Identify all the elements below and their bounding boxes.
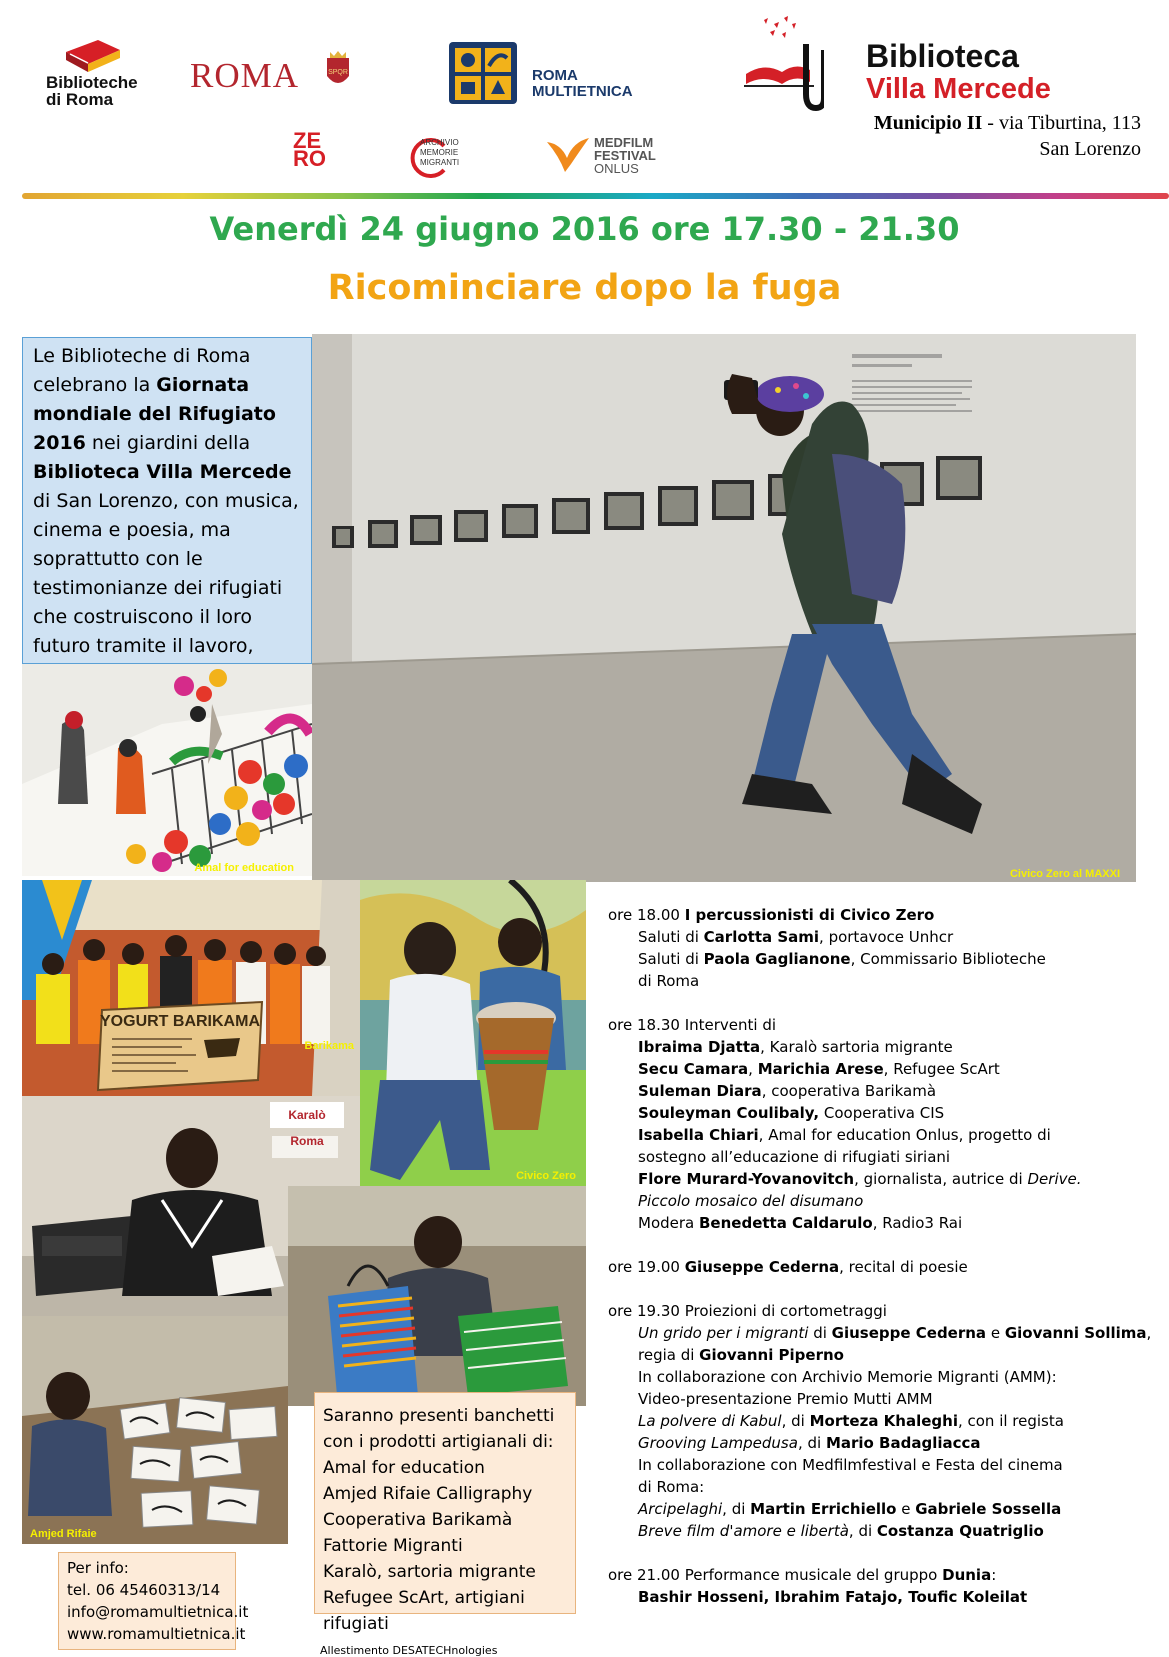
band-name: Dunia	[942, 1566, 992, 1584]
author-name: Giovanni Piperno	[699, 1346, 844, 1364]
intro-text: Le Biblioteche di Roma celebrano la	[33, 345, 251, 396]
photographer-illustration	[312, 334, 1136, 882]
karalo-logo: Karalò Roma	[270, 1102, 344, 1128]
program-title: I percussionisti di Civico Zero	[684, 906, 935, 924]
intro-highlight: Giornata mondiale del Rifugiato 2016	[33, 374, 276, 454]
venue-name-line2: Villa Mercede	[866, 73, 1051, 105]
event-program	[608, 904, 1152, 1630]
program-text: , portavoce Unhcr	[819, 928, 954, 946]
program-text: , cooperativa Barikamà	[761, 1082, 937, 1100]
info-email[interactable]: info@romamultietnica.it	[67, 1603, 249, 1621]
program-text: , Refugee ScArt	[883, 1060, 1000, 1078]
film-title: La polvere di Kabul	[638, 1412, 782, 1430]
program-text: e	[986, 1324, 1005, 1342]
program-block	[608, 1014, 1148, 1234]
author-name: Giuseppe Cederna	[831, 1324, 987, 1342]
program-time: ore 19.00	[608, 1258, 685, 1276]
author-name: Giovanni Sollima	[1004, 1324, 1147, 1342]
info-website[interactable]: www.romamultietnica.it	[67, 1625, 246, 1643]
program-text: , di	[797, 1434, 826, 1452]
roma-multietnica-icon	[447, 40, 519, 106]
logo-text-line: di Roma	[46, 90, 114, 109]
program-text: Saluti di	[638, 950, 704, 968]
logo-text-line: FESTIVAL	[594, 148, 656, 163]
photo-caption-balloons: Amal for education	[194, 862, 294, 874]
program-text: sostegno all’educazione di rifugiati siriani	[638, 1148, 951, 1166]
stall-item: Karalò, sartoria migrante	[323, 1562, 536, 1582]
venue-name-line1: Biblioteca	[866, 38, 1019, 74]
program-text: , Radio3 Rai	[872, 1214, 963, 1232]
film-title: Arcipelaghi	[638, 1500, 723, 1518]
film-title: Breve film d'amore e libertà	[638, 1522, 849, 1540]
band-members: Bashir Hosseni, Ibrahim Fatajo, Toufic Koleilat	[638, 1588, 1028, 1606]
program-text: , Commissario Biblioteche	[850, 950, 1046, 968]
photo-civico-zero	[360, 880, 586, 1186]
stall-item: Fattorie Migranti	[323, 1536, 463, 1556]
photo-barikama	[22, 880, 360, 1096]
program-text: , di	[722, 1500, 751, 1518]
author-name: Costanza Quatriglio	[876, 1522, 1044, 1540]
photo-caption-civico-zero: Civico Zero	[516, 1170, 576, 1182]
logo-text-line: ONLUS	[594, 161, 639, 176]
yogurt-sign-text: YOGURT BARIKAMA	[100, 1013, 260, 1030]
speaker-name: Carlotta Sami	[703, 928, 820, 946]
program-text: , giornalista, autrice di	[854, 1170, 1028, 1188]
program-text: Video-presentazione Premio Mutti AMM	[638, 1390, 933, 1408]
program-text: Modera	[638, 1214, 699, 1232]
medfilm-bird-icon	[545, 134, 591, 174]
stalls-intro: Saranno presenti banchetti con i prodotti artigianali di:	[323, 1406, 555, 1452]
program-text: , con il regista	[957, 1412, 1064, 1430]
logo-text-line: ROMA	[532, 67, 578, 84]
program-text: di Roma	[638, 972, 700, 990]
program-heading: ore 18.30 Interventi di	[608, 1016, 777, 1034]
program-block	[608, 904, 1148, 992]
program-block	[608, 1300, 1152, 1542]
program-heading: ore 19.30 Proiezioni di cortometraggi	[608, 1302, 887, 1320]
stall-item: Cooperativa Barikamà	[323, 1510, 513, 1530]
program-text: , recital di poesie	[839, 1258, 968, 1276]
program-text: ,	[748, 1060, 758, 1078]
speaker-name: Secu Camara	[638, 1060, 749, 1078]
barikama-group-illustration	[22, 880, 360, 1096]
program-text: di Roma:	[638, 1478, 705, 1496]
photo-balloons	[22, 664, 312, 876]
book-title: Piccolo mosaico del disumano	[638, 1192, 864, 1210]
balloons-illustration	[22, 664, 312, 876]
speaker-name: Benedetta Caldarulo	[699, 1214, 873, 1232]
installation-credit: Allestimento DESATECHnologies	[320, 1644, 498, 1657]
contact-info-box	[58, 1552, 249, 1650]
intro-text: di San Lorenzo, con musica, cinema e poesia, ma soprattutto con le testimonianze dei rifugiati che costruiscono il loro futuro tramite il lavoro,	[33, 490, 299, 657]
logo-text-line: MEMORIE	[420, 148, 459, 157]
info-phone: tel. 06 45460313/14	[67, 1581, 221, 1599]
author-name: Mario Badagliacca	[825, 1434, 981, 1452]
event-date-title: Venerdì 24 giugno 2016 ore 17.30 - 21.30	[209, 210, 960, 248]
book-title: Derive.	[1027, 1170, 1082, 1188]
svg-text:SPQR: SPQR	[328, 69, 348, 76]
film-title: Un grido per i migranti	[638, 1324, 809, 1342]
logo-text-line: MULTIETNICA	[532, 83, 633, 100]
address-street: - via Tiburtina, 113	[982, 112, 1141, 134]
open-book-icon	[744, 14, 824, 114]
program-text: In collaborazione con Medfilmfestival e Festa del cinema	[638, 1456, 1063, 1474]
address-municipio: Municipio II	[873, 112, 983, 134]
author-name: Martin Errichiello	[750, 1500, 897, 1518]
speaker-name: Marichia Arese	[757, 1060, 884, 1078]
program-time: ore 18.00	[608, 906, 685, 924]
civico-zero-logo	[293, 128, 326, 171]
speaker-name: Suleman Diara	[638, 1082, 762, 1100]
photo-amjed-rifaie	[22, 1316, 288, 1544]
drummers-illustration	[360, 880, 586, 1186]
program-text: , di	[781, 1412, 810, 1430]
program-text: Saluti di	[638, 928, 704, 946]
roma-shield-icon	[324, 50, 352, 90]
rainbow-divider	[22, 193, 1169, 199]
logo-text-line: MEDFILM	[594, 135, 654, 150]
intro-highlight: Biblioteca Villa Mercede	[33, 461, 292, 483]
event-title: Ricominciare dopo la fuga	[327, 268, 842, 308]
photo-caption-main: Civico Zero al MAXXI	[1009, 868, 1120, 880]
program-text: :	[991, 1566, 997, 1584]
program-text: , di	[848, 1522, 877, 1540]
logo-text-line: Biblioteche	[46, 73, 138, 92]
program-text: regia di	[638, 1346, 700, 1364]
calligraphy-illustration	[22, 1316, 288, 1544]
stall-item: Amal for education	[323, 1458, 485, 1478]
speaker-name: Souleyman Coulibaly,	[638, 1104, 820, 1122]
author-name: Gabriele Sossella	[915, 1500, 1062, 1518]
roma-logo-text: ROMA	[190, 56, 300, 95]
intro-text: nei giardini della	[85, 432, 251, 454]
program-text: Cooperativa CIS	[819, 1104, 945, 1122]
artisan-stalls-box	[314, 1392, 576, 1634]
stall-item: Amjed Rifaie Calligraphy	[323, 1484, 533, 1504]
program-text: di	[808, 1324, 832, 1342]
author-name: Morteza Khaleghi	[809, 1412, 958, 1430]
venue-district: San Lorenzo	[1039, 138, 1141, 160]
photo-caption-amjed-rifaie: Amjed Rifaie	[30, 1528, 97, 1540]
logo-text-line: MIGRANTI	[420, 158, 460, 167]
main-photo-photographer	[312, 334, 1136, 882]
photo-caption-barikama: Barikama	[304, 1040, 354, 1052]
logo-text-line: ARCHIVIO	[420, 138, 459, 147]
program-text: e	[896, 1500, 916, 1518]
book-icon	[58, 36, 128, 74]
logo-text-line: RO	[293, 146, 326, 171]
speaker-name: Flore Murard-Yovanovitch	[638, 1170, 855, 1188]
photo-refugee-scart	[288, 1186, 586, 1406]
stall-item: Refugee ScArt, artigiani rifugiati	[323, 1588, 525, 1634]
venue-address	[874, 112, 1141, 135]
refugee-bags-illustration	[288, 1186, 586, 1406]
logo-text-line: ZE	[293, 128, 322, 153]
info-label: Per info:	[67, 1559, 129, 1577]
film-title: Grooving Lampedusa	[638, 1434, 798, 1452]
program-block	[608, 1564, 1148, 1608]
program-block	[608, 1256, 1148, 1278]
speaker-name: Giuseppe Cederna	[684, 1258, 840, 1276]
program-text: , Amal for education Onlus, progetto di	[758, 1126, 1051, 1144]
program-text: In collaborazione con Archivio Memorie Migranti (AMM):	[638, 1368, 1057, 1386]
program-heading: ore 21.00 Performance musicale del gruppo	[608, 1566, 943, 1584]
speaker-name: Ibraima Djatta	[638, 1038, 761, 1056]
speaker-name: Paola Gaglianone	[703, 950, 851, 968]
intro-text-box	[22, 337, 312, 664]
program-text: , Karalò sartoria migrante	[760, 1038, 953, 1056]
program-text: ,	[1146, 1324, 1152, 1342]
speaker-name: Isabella Chiari	[638, 1126, 759, 1144]
